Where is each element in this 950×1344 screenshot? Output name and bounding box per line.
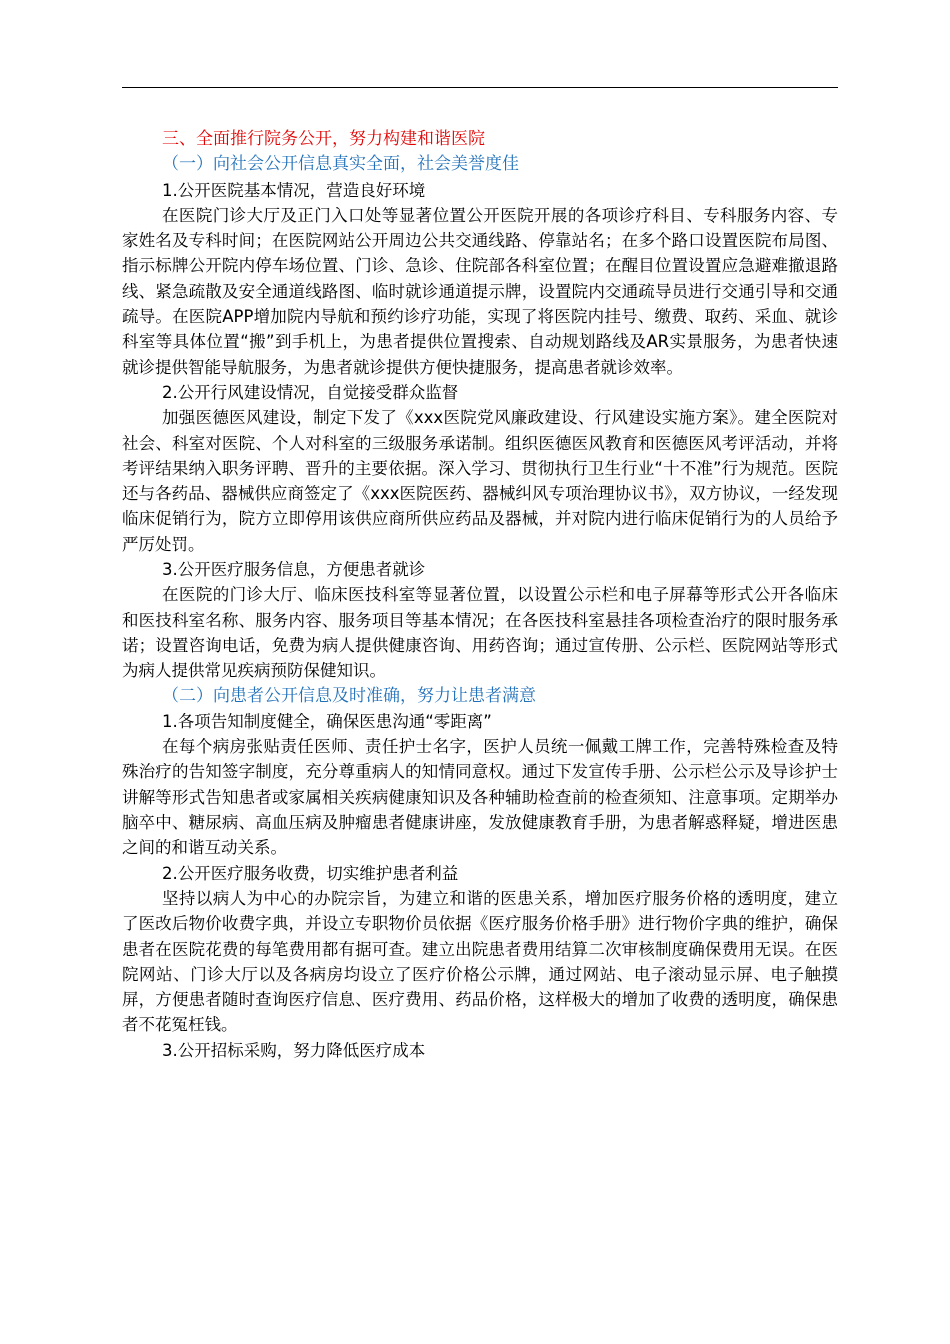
subsection-heading: （二）向患者公开信息及时准确，努力让患者满意 <box>162 685 536 706</box>
item-heading: 2.公开医疗服务收费，切实维护患者利益 <box>162 863 459 883</box>
paragraph: 坚持以病人为中心的办院宗旨，为建立和谐的医患关系，增加医疗服务价格的透明度，建立了医改后物价收费字典，并设立专职物价员依据《医疗服务价格手册》进行物价字典的维护，确保患者在医院花费的每笔费用都有据可查。建立出院患者费用结算二次审核制度确保费用无误。在医院网站、门诊大厅以及各病房均设立了医疗价格公示牌，通过网站、电子滚动显示屏、电子触摸屏，方便患者随时查询医疗信息、医疗费用、药品价格，这样极大的增加了收费的透明度，确保患者不花冤枉钱。 <box>122 888 838 1035</box>
paragraph: 加强医德医风建设，制定下发了《xxx医院党风廉政建设、行风建设实施方案》。建全医院对社会、科室对医院、个人对科室的三级服务承诺制。组织医德医风教育和医德医风考评活动，并将考评结果纳入职务评聘、晋升的主要依据。深入学习、贯彻执行卫生行业“十不准”行为规范。医院还与各药品、器械供应商签定了《xxx医院医药、器械纠风专项治理协议书》，双方协议，一经发现临床促销行为，院方立即停用该供应商所供应药品及器械，并对院内进行临床促销行为的人员给予严厉处罚。 <box>122 408 838 554</box>
item-heading: 1.公开医院基本情况，营造良好环境 <box>162 180 426 200</box>
item-heading: 3.公开招标采购，努力降低医疗成本 <box>162 1040 426 1060</box>
item-heading: 2.公开行风建设情况，自觉接受群众监督 <box>162 382 459 402</box>
header-rule <box>122 87 838 88</box>
subsection-heading: （一）向社会公开信息真实全面，社会美誉度佳 <box>162 154 519 175</box>
item-heading: 1.各项告知制度健全，确保医患沟通“零距离” <box>162 711 492 731</box>
paragraph: 在医院的门诊大厅、临床医技科室等显著位置，以设置公示栏和电子屏幕等形式公开各临床和医技科室名称、服务内容、服务项目等基本情况；在各医技科室悬挂各项检查治疗的限时服务承诺；设置咨询电话，免费为病人提供健康咨询、用药咨询；通过宣传册、公示栏、医院网站等形式为病人提供常见疾病预防保健知识。 <box>122 585 838 681</box>
document-body <box>122 127 838 1063</box>
section-heading: 三、全面推行院务公开，努力构建和谐医院 <box>162 129 485 149</box>
paragraph: 在每个病房张贴责任医师、责任护士名字，医护人员统一佩戴工牌工作，完善特殊检查及特殊治疗的告知签字制度，充分尊重病人的知情同意权。通过下发宣传手册、公示栏公示及导诊护士讲解等形式告知患者或家属相关疾病健康知识及各种辅助检查前的检查须知、注意事项。定期举办脑卒中、糖尿病、高血压病及肿瘤患者健康讲座，发放健康教育手册，为患者解惑释疑，增进医患之间的和谐互动关系。 <box>122 737 838 858</box>
item-heading: 3.公开医疗服务信息，方便患者就诊 <box>162 560 426 580</box>
paragraph: 在医院门诊大厅及正门入口处等显著位置公开医院开展的各项诊疗科目、专科服务内容、专家姓名及专科时间；在医院网站公开周边公共交通线路、停靠站名；在多个路口设置医院布局图、指示标牌公开院内停车场位置、门诊、急诊、住院部各科室位置；在醒目位置设置应急避难撤退路线、紧急疏散及安全通道线路图、临时就诊通道提示牌，设置院内交通疏导员进行交通引导和交通疏导。在医院APP增加院内导航和预约诊疗功能，实现了将医院内挂号、缴费、取药、采血、就诊科室等具体位置“搬”到手机上，为患者提供位置搜索、自动规划路线及AR实景服务，为患者快速就诊提供智能导航服务，为患者就诊提供方便快捷服务，提高患者就诊效率。 <box>122 205 838 377</box>
